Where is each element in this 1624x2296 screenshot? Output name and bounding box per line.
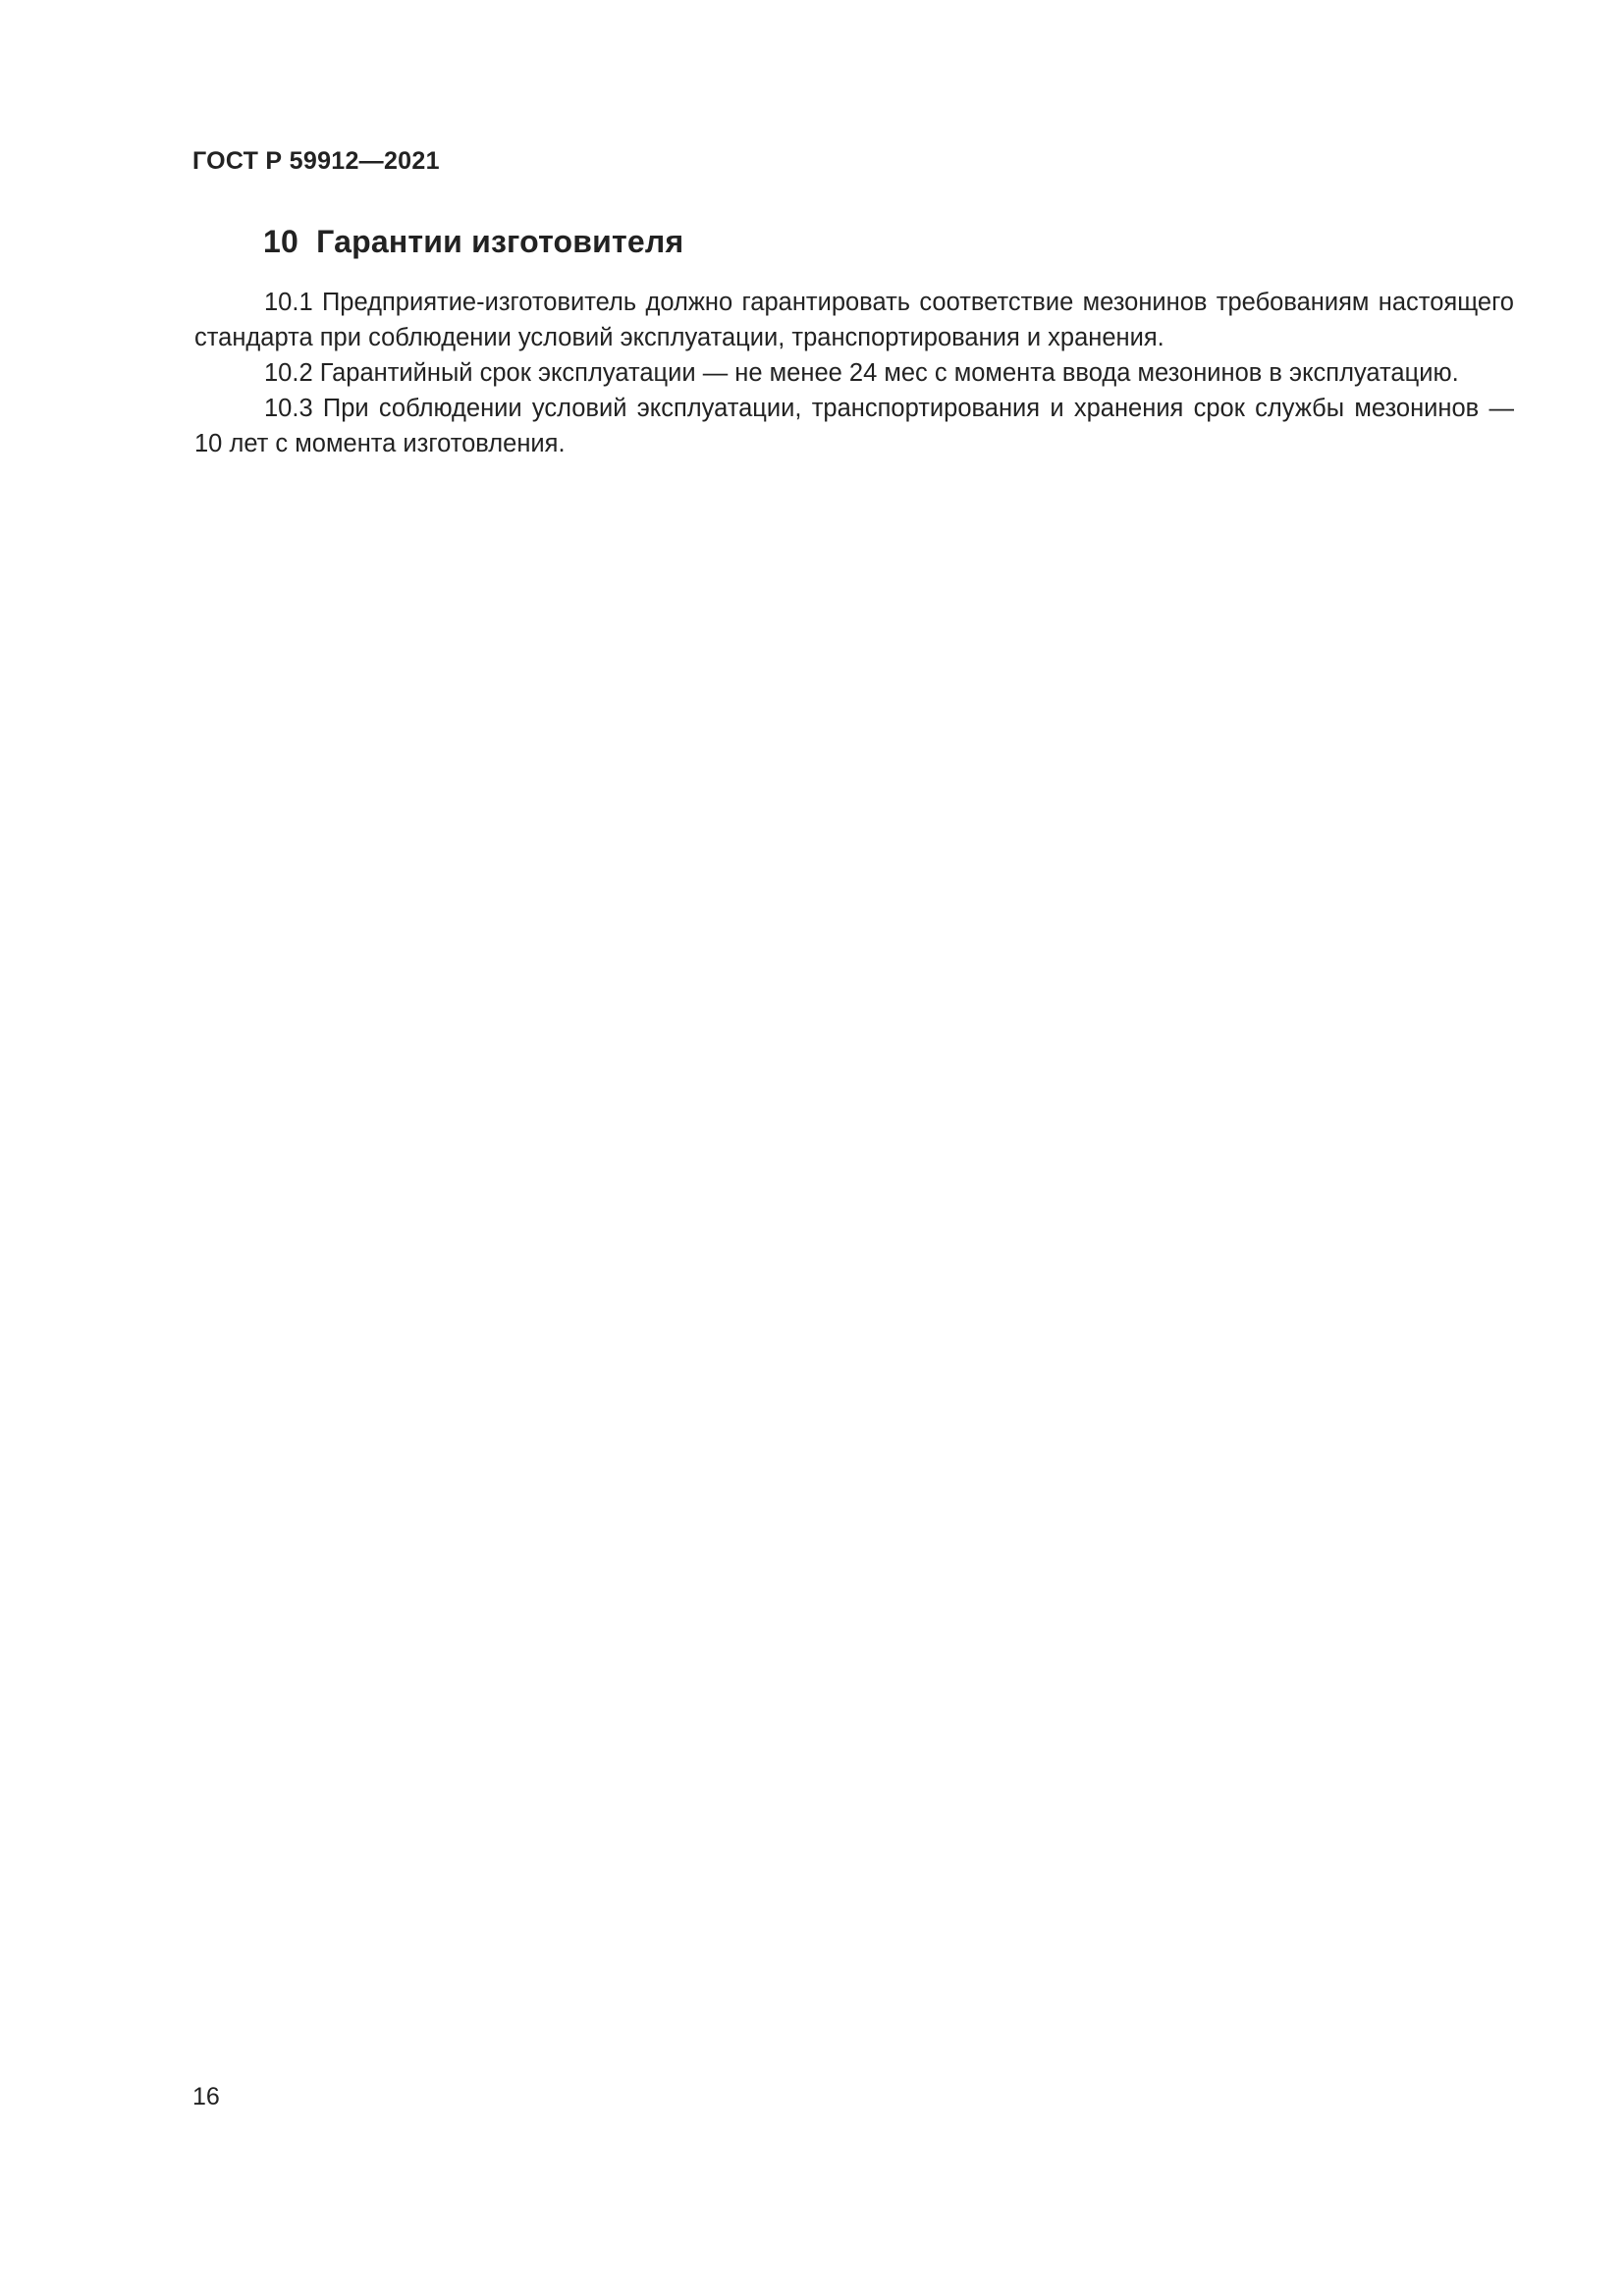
paragraph-10-2: 10.2 Гарантийный срок эксплуатации — не менее 24 мес с момента ввода мезонинов в эксплуатацию. [264,359,1459,387]
section-body [194,285,1514,461]
section-title: 10 Гарантии изготовителя [263,224,684,259]
paragraph-10-3: 10.3 При соблюдении условий эксплуатации, транспортирования и хранения срок службы мезонинов — 10 лет с момента изготовления. [194,395,1514,457]
page-number: 16 [192,2083,220,2110]
paragraph-10-1: 10.1 Предприятие-изготовитель должно гарантировать соответствие мезонинов требованиям настоящего стандарта при соблюдении условий эксплуатации, транспортирования и хранения. [194,289,1514,351]
document-header: ГОСТ Р 59912—2021 [192,147,440,175]
